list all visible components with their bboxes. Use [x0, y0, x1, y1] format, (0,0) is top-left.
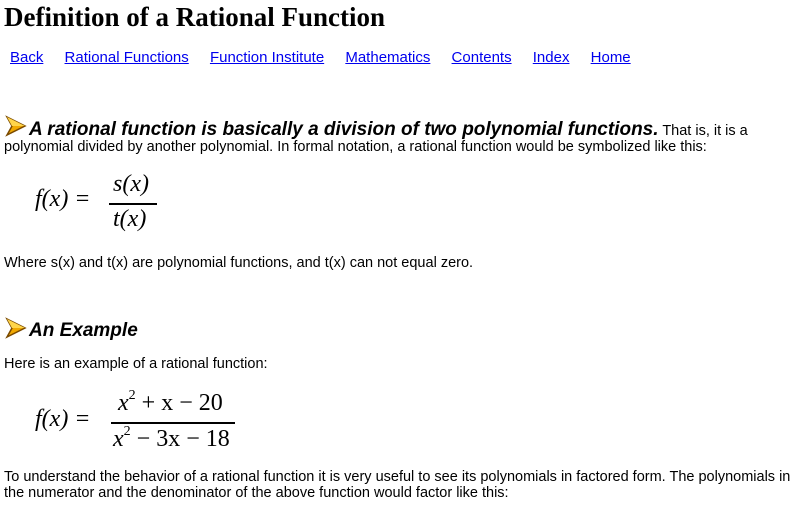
formula2-lhs: f(x) =	[35, 406, 91, 432]
section2-intro: Here is an example of a rational function:	[4, 356, 268, 372]
nav-mathematics-link[interactable]: Mathematics	[345, 49, 431, 66]
nav-function-institute-link[interactable]: Function Institute	[209, 49, 325, 66]
nav-index-link[interactable]: Index	[532, 49, 570, 66]
section2-paragraph-line1: To understand the behavior of a rational function it is very useful to see its polynomials in factored form. The polynomials in	[4, 469, 791, 485]
formula1-denominator: t(x)	[113, 206, 147, 232]
nav-back-link[interactable]: Back	[10, 49, 44, 66]
formula1-numerator: s(x)	[113, 171, 149, 197]
section2-heading-line	[29, 320, 138, 342]
section1-lead: That is, it is a	[658, 123, 748, 139]
section1-heading-line	[29, 119, 748, 141]
pointer-arrow-icon	[4, 114, 28, 138]
section2-paragraph-line2: the numerator and the denominator of the above function would factor like this:	[4, 485, 509, 501]
formula2-denominator: $x^2 - 3x - 18$	[113, 424, 230, 452]
nav-contents-link[interactable]: Contents	[451, 49, 512, 66]
section1-heading: A rational function is basically a division of two polynomial functions.	[29, 119, 659, 140]
top-navigation	[10, 49, 648, 69]
formula1-fraction-bar	[109, 203, 157, 205]
formula2-numerator: $x^2 + x - 20$	[118, 388, 223, 416]
section2-heading: An Example	[29, 320, 138, 341]
page-title: Definition of a Rational Function	[4, 2, 386, 32]
pointer-arrow-icon	[4, 316, 28, 340]
section1-after-text: Where s(x) and t(x) are polynomial functions, and t(x) can not equal zero.	[4, 255, 474, 271]
formula1-lhs: f(x) =	[35, 186, 91, 212]
section1-paragraph: polynomial divided by another polynomial. In formal notation, a rational function would be symbolized like this:	[4, 139, 707, 155]
nav-rational-functions-link[interactable]: Rational Functions	[64, 49, 189, 66]
nav-home-link[interactable]: Home	[590, 49, 631, 66]
